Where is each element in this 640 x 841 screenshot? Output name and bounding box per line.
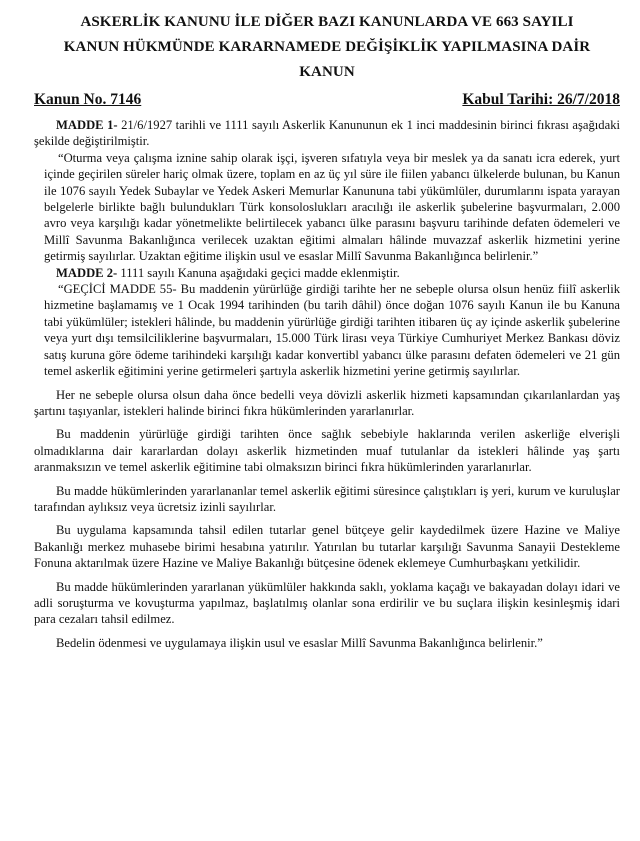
paragraph-6: Bedelin ödenmesi ve uygulamaya ilişkin usul ve esaslar Millî Savunma Bakanlığınca belirlenir.” — [56, 635, 543, 650]
madde-1-quote: “Oturma veya çalışma iznine sahip olarak işçi, işveren sıfatıyla veya bir meslek ya da sanatı icra ederek, yurt içinde geçirilen süreler hariç olmak üzere, toplam en az üç yıl süre ile fiilen yabancı ülkelerde bulunan, bu Kanun ile 1076 sayılı Yedek Subaylar ve Yedek Askeri Memurlar Kanununa tabi yükümlüler, durumlarını ispata yarayan belgelerle birlikte bağlı bulundukları Türk konsoloslukları aracılığı ile askerlik şubelerine başvurmaları, 2.000 avro veya karşılığı kadar yönetmelikte belirtilecek yabancı ülke parasını başvuru tarihinde defaten ödemeleri ve Millî Savunma Bakanlığınca verilecek uzaktan eğitimi almaları hâlinde muvazzaf askerlik hizmetini yerine getirmiş sayılırlar. Uzaktan eğitime ilişkin usul ve esaslar Millî Savunma Bakanlığınca belirlenir.” — [44, 150, 620, 264]
paragraph-4: Bu uygulama kapsamında tahsil edilen tutarlar genel bütçeye gelir kaydedilmek üzere Hazine ve Maliye Bakanlığı merkez muhasebe birimi hesabına yatırılır. Yatırılan bu tutarlar karşılığı Savunma Sanayii Destekleme Fonuna aktarılmak üzere Hazine ve Maliye Bakanlığı bütçesine ödenek eklemeye Cumhurbaşkanı yetkilidir. — [34, 523, 620, 571]
madde-2-label: MADDE 2- — [56, 265, 118, 280]
acceptance-date: Kabul Tarihi: 26/7/2018 — [462, 91, 620, 108]
paragraph-1: Her ne sebeple olursa olsun daha önce bedelli veya dövizli askerlik hizmeti kapsamından çıkarılanlardan yaş şartını taşıyanlar, istekleri halinde birinci fıkra hükümlerinden yararlanırlar. — [34, 387, 620, 418]
madde-1-label: MADDE 1- — [56, 118, 118, 132]
madde-2 — [34, 265, 620, 281]
paragraph-5: Bu madde hükümlerinden yararlanan yükümlüler hakkında saklı, yoklama kaçağı ve bakayadan dolayı idari ve adli soruşturma ve kovuşturma yapılmaz, başlatılmış olanlar sona erdirilir ve bu suçlara ilişkin kesinleşmiş idari para cezaları tahsil edilmez. — [34, 579, 620, 627]
gecici-madde-55: “GEÇİCİ MADDE 55- Bu maddenin yürürlüğe girdiği tarihte her ne sebeple olursa olsun henüz fiilî askerlik hizmetine başlamamış ve 1 Ocak 1994 tarihinden (bu tarih dâhil) önce doğan 1076 sayılı Kanun ile bu Kanuna tabi yükümlüler; istekleri hâlinde, bu maddenin yürürlüğe girdiği tarihten itibaren üç ay içinde askerlik şubelerine veya yurt dışı temsilciliklerine başvurmaları, 15.000 Türk lirası veya Türkiye Cumhuriyet Merkez Bankası döviz satış kuruna göre ödeme tarihindeki karşılığı kadar konvertibl yabancı ülke parasını defaten ödemeleri ve 21 gün temel askerlik eğitimini yerine getirmeleri şartıyla askerlik hizmetini yerine getirmiş sayılırlar. — [44, 282, 620, 379]
law-meta-row — [34, 89, 620, 111]
document-title — [34, 10, 620, 85]
law-number: Kanun No. 7146 — [34, 91, 142, 108]
paragraph-2: Bu maddenin yürürlüğe girdiği tarihten önce sağlık sebebiyle haklarında verilen askerliğe elverişli olmadıklarına dair kararlardan dolayı askerlik hizmetinden muaf tutulanlar da istekleri hâlinde yaş şartı aranmaksızın ve temel askerlik eğitimine tabi olmaksızın birinci fıkra hükümlerinden yararlanırlar. — [34, 427, 620, 475]
title-line-2: KANUN HÜKMÜNDE KARARNAMEDE DEĞİŞİKLİK YAPILMASINA DAİR — [63, 39, 591, 55]
madde-1-text: 21/6/1927 tarihli ve 1111 sayılı Askerlik Kanununun ek 1 inci maddesinin birinci fıkrası aşağıdaki şekilde değiştirilmiştir. — [34, 118, 620, 149]
title-line-3: KANUN — [299, 64, 355, 80]
paragraph-3: Bu madde hükümlerinden yararlananlar temel askerlik eğitimi süresince çalıştıkları iş yeri, kurum ve kuruluşlar tarafından aylıksız veya ücretsiz izinli sayılırlar. — [34, 483, 620, 514]
madde-2-text: 1111 sayılı Kanuna aşağıdaki geçici madde eklenmiştir. — [117, 265, 400, 280]
madde-1 — [34, 117, 620, 150]
title-line-1: ASKERLİK KANUNU İLE DİĞER BAZI KANUNLARDA VE 663 SAYILI — [80, 14, 574, 30]
